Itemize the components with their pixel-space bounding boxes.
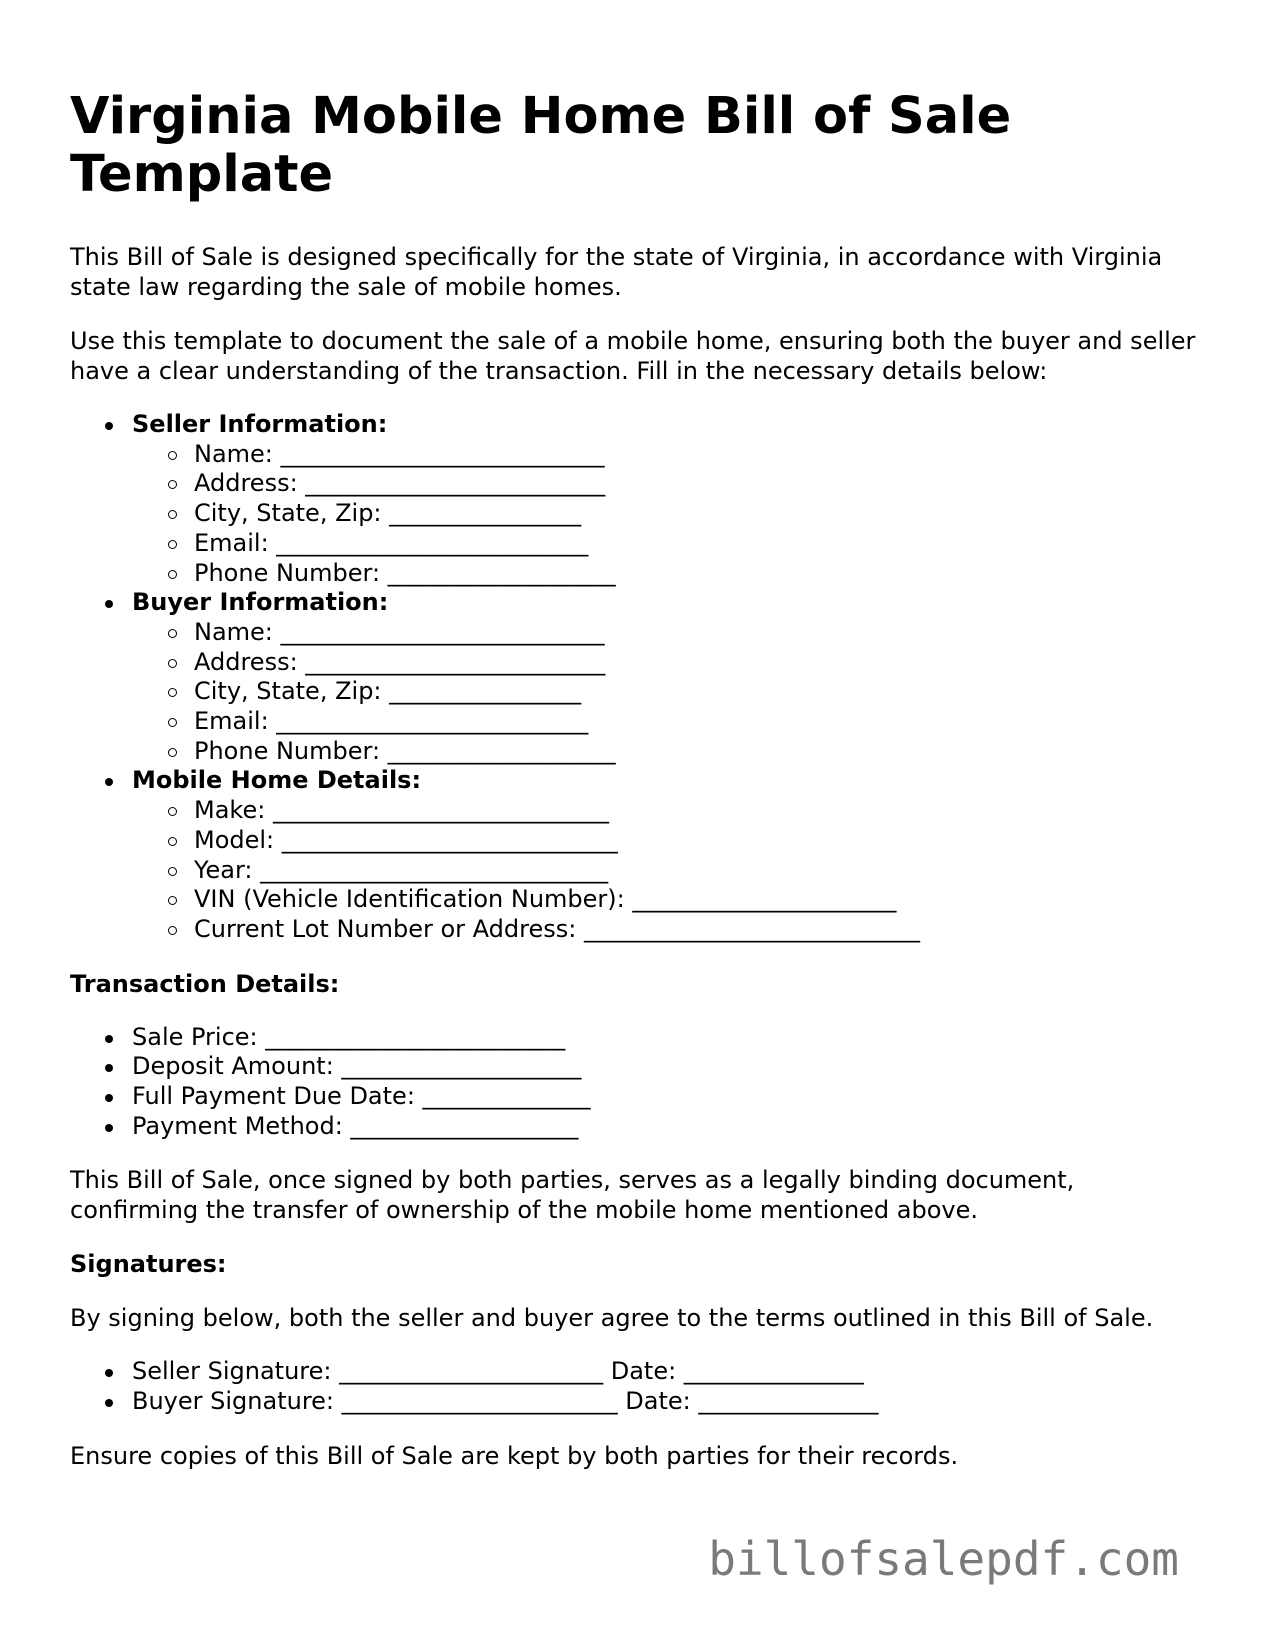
buyer-fields-list <box>132 618 1210 767</box>
make-field: Make: ____________________________ <box>194 796 1210 826</box>
signatures-heading: Signatures: <box>70 1250 227 1279</box>
seller-fields-list <box>132 440 1210 589</box>
closing-statement: Ensure copies of this Bill of Sale are kept by both parties for their records. <box>70 1441 959 1470</box>
buyer-information-label: Buyer Information: <box>132 588 389 617</box>
deposit-amount-field: Deposit Amount: ____________________ <box>132 1052 1210 1082</box>
signatures-list <box>70 1357 1210 1416</box>
document <box>70 88 1210 1471</box>
intro-paragraph-2: Use this template to document the sale of a mobile home, ensuring both the buyer and seller have a clear understanding of the transaction. Fill in the necessary details below: <box>70 327 1196 385</box>
vin-field: VIN (Vehicle Identification Number): ______________________ <box>194 885 1210 915</box>
payment-method-field: Payment Method: ___________________ <box>132 1112 1210 1142</box>
buyer-email-field: Email: __________________________ <box>194 707 1210 737</box>
mobile-home-details-label: Mobile Home Details: <box>132 766 422 795</box>
signatures-statement: By signing below, both the seller and buyer agree to the terms outlined in this Bill of Sale. <box>70 1304 1154 1333</box>
seller-email-field: Email: __________________________ <box>194 529 1210 559</box>
buyer-signature-field: Buyer Signature: _______________________ Date: _______________ <box>132 1387 1210 1417</box>
seller-phone-field: Phone Number: ___________________ <box>194 559 1210 589</box>
seller-name-field: Name: ___________________________ <box>194 440 1210 470</box>
document-title: Virginia Mobile Home Bill of Sale Template <box>70 87 1012 204</box>
sale-price-field: Sale Price: _________________________ <box>132 1023 1210 1053</box>
full-payment-due-date-field: Full Payment Due Date: ______________ <box>132 1082 1210 1112</box>
watermark-logo: billofsalepdf.com <box>708 1532 1179 1586</box>
buyer-information-item <box>132 588 1210 766</box>
binding-statement: This Bill of Sale, once signed by both parties, serves as a legally binding document, confirming the transfer of ownership of the mobile home mentioned above. <box>70 1166 1075 1225</box>
lot-number-field: Current Lot Number or Address: ____________________________ <box>194 915 1210 945</box>
buyer-phone-field: Phone Number: ___________________ <box>194 737 1210 767</box>
buyer-address-field: Address: _________________________ <box>194 648 1210 678</box>
model-field: Model: ____________________________ <box>194 826 1210 856</box>
seller-address-field: Address: _________________________ <box>194 469 1210 499</box>
seller-signature-field: Seller Signature: ______________________ Date: _______________ <box>132 1357 1210 1387</box>
seller-information-item <box>132 410 1210 588</box>
intro-paragraph-1: This Bill of Sale is designed specifically for the state of Virginia, in accordance with Virginia state law regarding the sale of mobile homes. <box>70 243 1163 301</box>
mobile-home-fields-list <box>132 796 1210 945</box>
mobile-home-details-item <box>132 766 1210 944</box>
year-field: Year: _____________________________ <box>194 856 1210 886</box>
party-and-home-details-list <box>70 410 1210 945</box>
transaction-details-list <box>70 1023 1210 1142</box>
seller-city-state-zip-field: City, State, Zip: ________________ <box>194 499 1210 529</box>
buyer-city-state-zip-field: City, State, Zip: ________________ <box>194 677 1210 707</box>
transaction-details-heading: Transaction Details: <box>70 969 340 998</box>
buyer-name-field: Name: ___________________________ <box>194 618 1210 648</box>
seller-information-label: Seller Information: <box>132 410 388 438</box>
